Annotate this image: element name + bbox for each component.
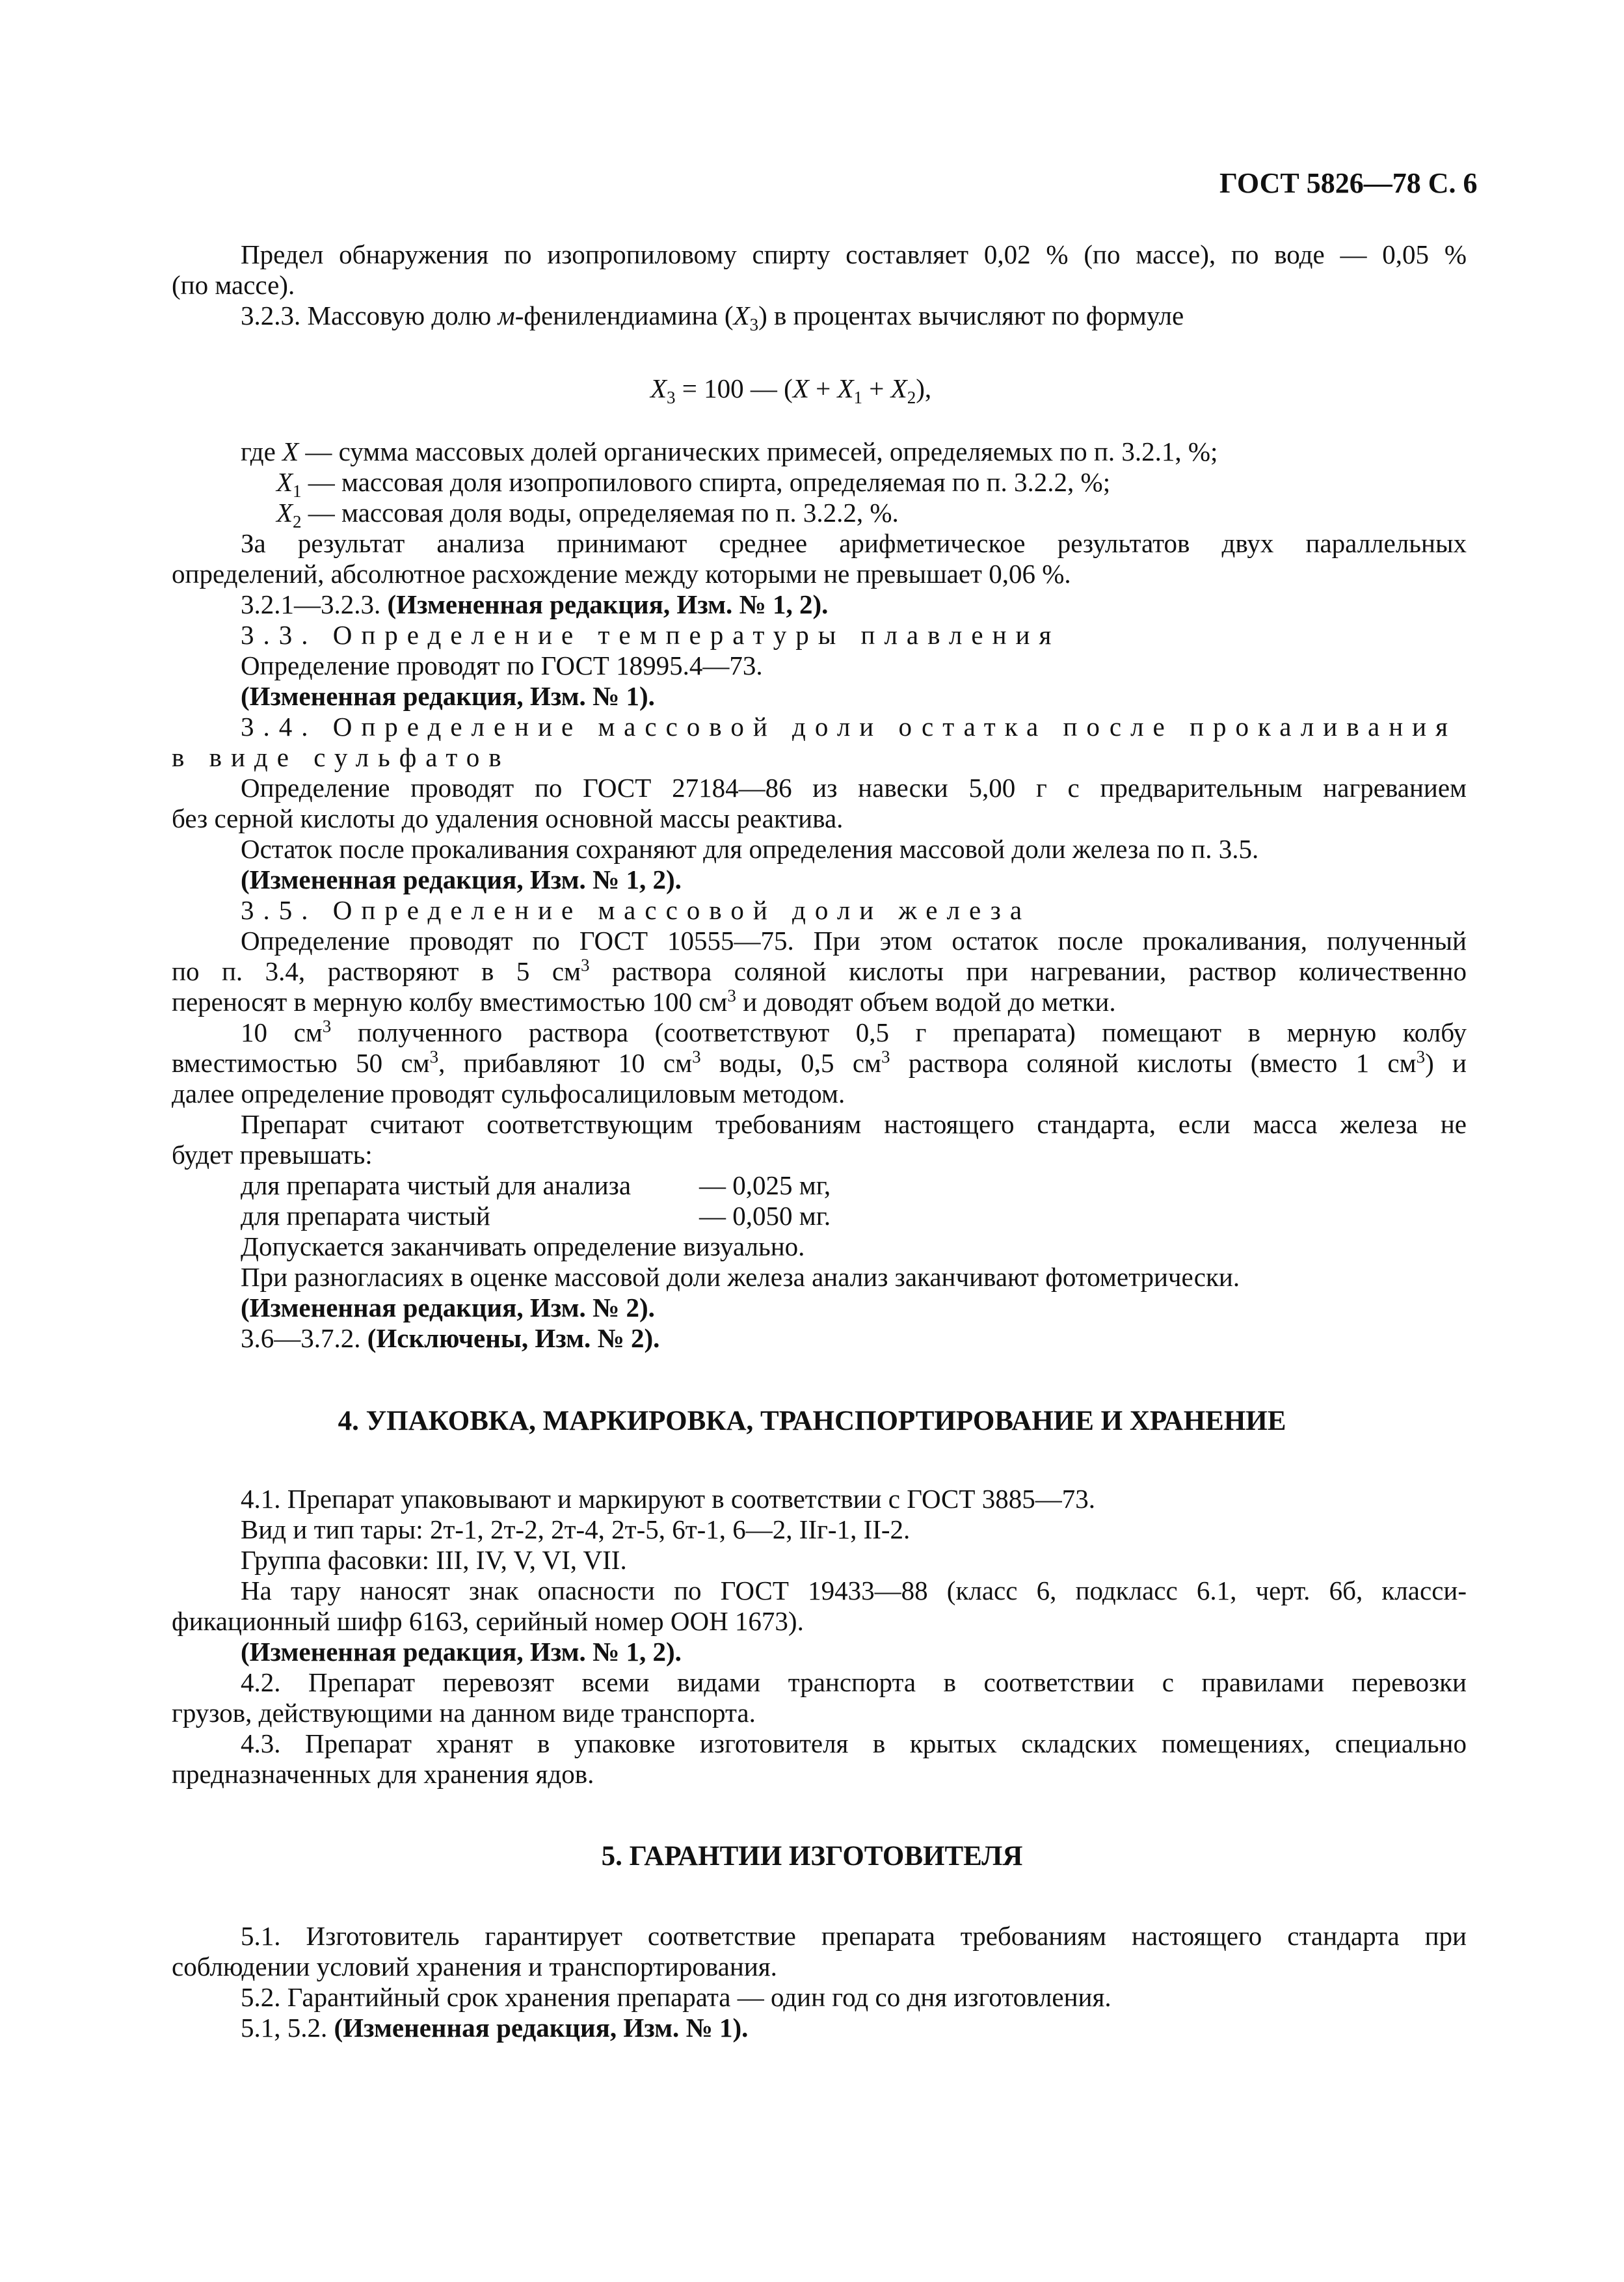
section-3-4-title-line-2: в виде сульфатов bbox=[172, 742, 511, 772]
limit-pure-value: — 0,050 мг. bbox=[699, 1201, 831, 1231]
section-3-5-c-line-2: будет превышать: bbox=[172, 1140, 373, 1170]
section-4-packing-group: Группа фасовки: III, IV, V, VI, VII. bbox=[241, 1545, 627, 1575]
section-4-2-line-2: грузов, действующими на данном виде транспорта. bbox=[172, 1698, 756, 1728]
section-4-hazard-line-1: На тару наносят знак опасности по ГОСТ 19433—88 (класс 6, подкласс 6.1, черт. 6б, класси- bbox=[241, 1576, 1467, 1605]
section-5-1-line-1: 5.1. Изготовитель гарантирует соответствие препарата требованиям настоящего стандарта при bbox=[241, 1921, 1467, 1951]
section-3-5-title: 3.5. Определение массовой доли железа bbox=[241, 895, 1032, 925]
section-3-5-c-line-1: Препарат считают соответствующим требованиям настоящего стандарта, если масса железа не bbox=[241, 1109, 1467, 1139]
section-4-1: 4.1. Препарат упаковывают и маркируют в соответствии с ГОСТ 3885—73. bbox=[241, 1484, 1095, 1514]
detection-limit-line-1: Предел обнаружения по изопропиловому спирту составляет 0,02 % (по массе), по воде — 0,05 % bbox=[241, 239, 1467, 269]
section-3-4-text-line-2: без серной кислоты до удаления основной массы реактива. bbox=[172, 803, 844, 833]
section-3-3-revision: (Измененная редакция, Изм. № 1). bbox=[241, 681, 655, 711]
section-5-revision: 5.1, 5.2. (Измененная редакция, Изм. № 1). bbox=[241, 2013, 749, 2043]
section-4-container-types: Вид и тип тары: 2т-1, 2т-2, 2т-4, 2т-5, 6т-1, 6—2, IIг-1, II-2. bbox=[241, 1514, 911, 1544]
section-3-3-title: 3.3. Определение температуры плавления bbox=[241, 620, 1061, 650]
clause-3-2-3: 3.2.3. Массовую долю м-фенилендиамина $(X_3)$ в процентах вычисляют по формуле bbox=[241, 301, 1184, 335]
section-3-5-a-line-2: по п. 3.4, растворяют в 5 $см^3$ раствора соляной кислоты при нагревании, раствор количественно bbox=[172, 955, 1467, 986]
where-x: где X — сумма массовых долей органических примесей, определяемых по п. 3.2.1, %; bbox=[241, 436, 1218, 466]
page-header: ГОСТ 5826—78 С. 6 bbox=[1219, 167, 1478, 199]
section-3-5-a-line-1: Определение проводят по ГОСТ 10555—75. При этом остаток после прокаливания, полученный bbox=[241, 926, 1467, 956]
section-3-5-b-line-1: 10 $см^3$ полученного раствора (соответствуют 0,5 г препарата) помещают в мерную колбу bbox=[241, 1016, 1467, 1047]
where-x2: $X_2$ — массовая доля воды, определяемая по п. 3.2.2, %. bbox=[276, 498, 899, 532]
section-4-heading: 4. УПАКОВКА, МАРКИРОВКА, ТРАНСПОРТИРОВАНИЕ И ХРАНЕНИЕ bbox=[338, 1406, 1286, 1436]
limit-analysis-value: — 0,025 мг, bbox=[699, 1170, 831, 1200]
detection-limit-line-2: (по массе). bbox=[172, 270, 295, 300]
section-3-5-e: При разногласиях в оценке массовой доли железа анализ заканчивают фотометрически. bbox=[241, 1262, 1240, 1292]
section-3-4-revision: (Измененная редакция, Изм. № 1, 2). bbox=[241, 865, 682, 894]
section-4-3-line-1: 4.3. Препарат хранят в упаковке изготовителя в крытых складских помещениях, специально bbox=[241, 1728, 1467, 1758]
section-3-5-d: Допускается заканчивать определение визуально. bbox=[241, 1231, 805, 1261]
limit-analysis-label: для препарата чистый для анализа bbox=[241, 1170, 632, 1200]
section-4-revision: (Измененная редакция, Изм. № 1, 2). bbox=[241, 1637, 682, 1667]
section-3-4-text-line-1: Определение проводят по ГОСТ 27184—86 из навески 5,00 г с предварительным нагреванием bbox=[241, 773, 1467, 803]
result-line-2: определений, абсолютное расхождение между которыми не превышает 0,06 %. bbox=[172, 559, 1071, 589]
result-line-1: За результат анализа принимают среднее арифметическое результатов двух параллельных bbox=[241, 528, 1467, 558]
section-3-5-revision: (Измененная редакция, Изм. № 2). bbox=[241, 1293, 655, 1322]
formula: $X_3 = 100$ — $(X + X_1 + X_2)$, bbox=[650, 373, 932, 408]
section-4-2-line-1: 4.2. Препарат перевозят всеми видами транспорта в соответствии с правилами перевозки bbox=[241, 1667, 1467, 1697]
section-4-hazard-line-2: фикационный шифр 6163, серийный номер ООН 1673). bbox=[172, 1606, 804, 1636]
section-3-5-b-line-3: далее определение проводят сульфосалициловым методом. bbox=[172, 1079, 845, 1108]
section-3-4-title-line-1: 3.4. Определение массовой доли остатка после прокаливания bbox=[241, 712, 1457, 742]
section-3-5-b-line-2: вместимостью 50 $см^3$, прибавляют 10 $см^3$ воды, 0,5 $см^3$ раствора соляной кислоты (вместо 1 $см^3$) и bbox=[172, 1047, 1467, 1078]
section-3-5-a-line-3: переносят в мерную колбу вместимостью 100 $см^3$ и доводят объем водой до метки. bbox=[172, 986, 1116, 1017]
excluded-note: 3.6—3.7.2. (Исключены, Изм. № 2). bbox=[241, 1323, 660, 1353]
where-x1: $X_1$ — массовая доля изопропилового спирта, определяемая по п. 3.2.2, %; bbox=[276, 467, 1111, 502]
section-3-4-text-line-3: Остаток после прокаливания сохраняют для определения массовой доли железа по п. 3.5. bbox=[241, 834, 1259, 864]
section-5-2: 5.2. Гарантийный срок хранения препарата — один год со дня изготовления. bbox=[241, 1982, 1112, 2012]
limit-pure-label: для препарата чистый bbox=[241, 1201, 490, 1231]
revision-note-3-2: 3.2.1—3.2.3. (Измененная редакция, Изм. № 1, 2). bbox=[241, 589, 829, 619]
section-4-3-line-2: предназначенных для хранения ядов. bbox=[172, 1759, 594, 1789]
section-5-heading: 5. ГАРАНТИИ ИЗГОТОВИТЕЛЯ bbox=[601, 1841, 1023, 1872]
section-3-3-text: Определение проводят по ГОСТ 18995.4—73. bbox=[241, 651, 763, 680]
section-5-1-line-2: соблюдении условий хранения и транспортирования. bbox=[172, 1952, 777, 1981]
